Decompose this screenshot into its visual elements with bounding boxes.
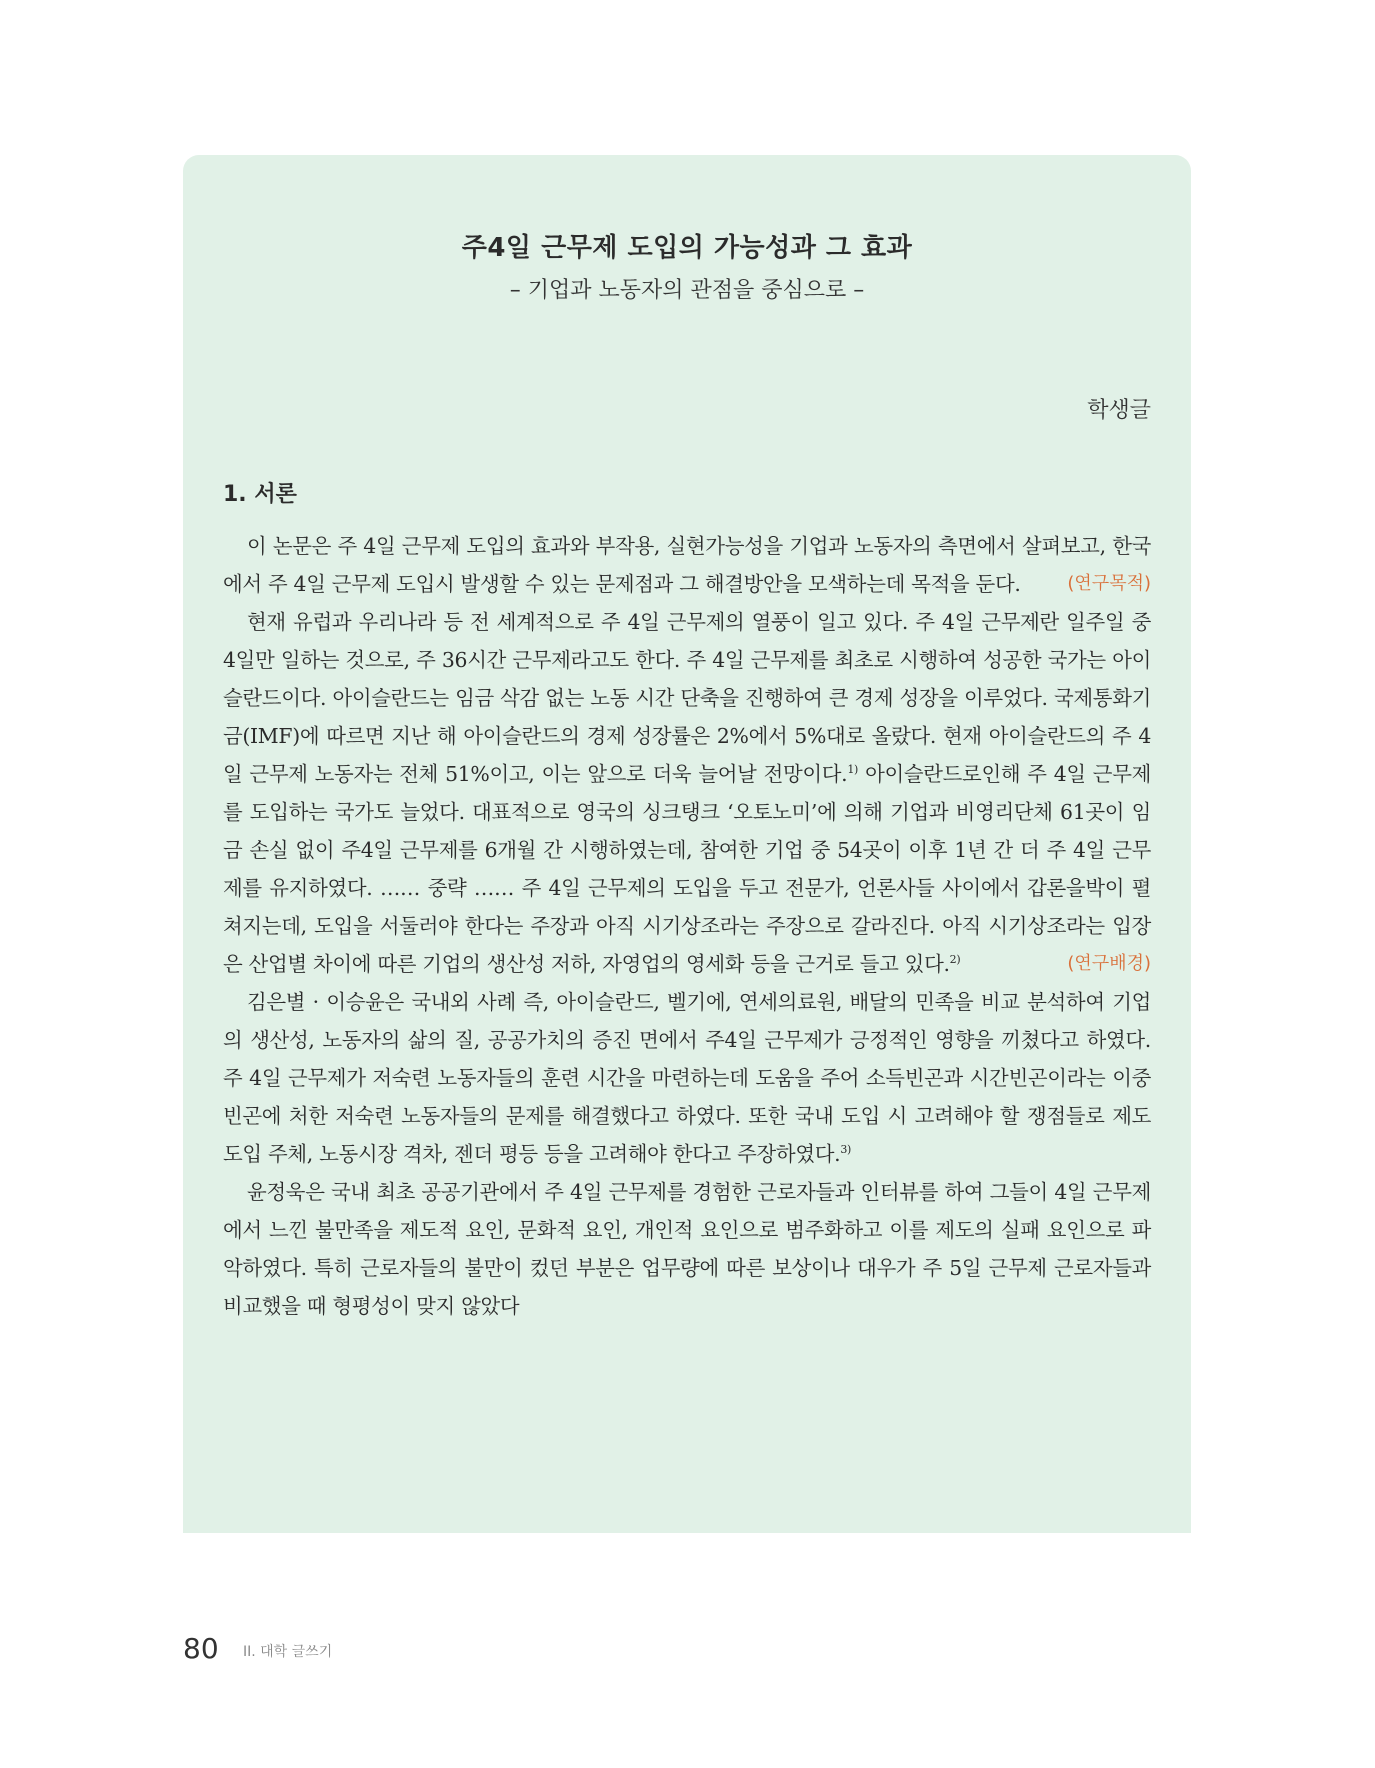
body-text <box>223 527 1151 1325</box>
paragraph-text: 이 논문은 주 4일 근무제 도입의 효과와 부작용, 실현가능성을 기업과 노동자의 측면에서 살펴보고, 한국에서 주 4일 근무제 도입시 발생할 수 있는 문제점과 그 해결방안을 모색하는데 목적을 둔다. <box>223 534 1151 596</box>
paragraph-prior-study-2 <box>223 1173 1151 1325</box>
paragraph-background <box>223 603 1151 983</box>
content-panel <box>183 155 1191 1533</box>
document-title: 주4일 근무제 도입의 가능성과 그 효과 <box>461 233 913 263</box>
footnote-marker: 3) <box>840 1143 852 1157</box>
paragraph-prior-study-1 <box>223 983 1151 1173</box>
page-number: 80 <box>183 1632 219 1665</box>
research-purpose-tag: (연구목적) <box>1067 573 1151 594</box>
paragraph-text: 아이슬란드로인해 주 4일 근무제를 도입하는 국가도 늘었다. 대표적으로 영국의 싱크탱크 ‘오토노미’에 의해 기업과 비영리단체 61곳이 임금 손실 없이 주4일 근무제를 6개월 간 시행하였는데, 참여한 기업 중 54곳이 이후 1년 간 더 주 4일 근무제를 유지하였다. …… 중략 …… 주 4일 근무제의 도입을 두고 전문가, 언론사들 사이에서 갑론을박이 펼쳐지는데, 도입을 서둘러야 한다는 주장과 아직 시기상조라는 주장으로 갈라진다. 아직 시기상조라는 입장은 산업별 차이에 따른 기업의 생산성 저하, 자영업의 영세화 등을 근거로 들고 있다. <box>223 762 1151 976</box>
paragraph-purpose <box>223 527 1151 603</box>
research-background-tag: (연구배경) <box>1067 953 1151 974</box>
paragraph-text: 현재 유럽과 우리나라 등 전 세계적으로 주 4일 근무제의 열풍이 일고 있다. 주 4일 근무제란 일주일 중 4일만 일하는 것으로, 주 36시간 근무제라고도 한다. 주 4일 근무제를 최초로 시행하여 성공한 국가는 아이슬란드이다. 아이슬란드는 임금 삭감 없는 노동 시간 단축을 진행하여 큰 경제 성장을 이루었다. 국제통화기금(IMF)에 따르면 지난 해 아이슬란드의 경제 성장률은 2%에서 5%대로 올랐다. 현재 아이슬란드의 주 4일 근무제 노동자는 전체 51%이고, 이는 앞으로 더욱 늘어날 전망이다. <box>223 610 1151 786</box>
footnote-marker: 1) <box>847 763 859 777</box>
paragraph-text: 김은별 · 이승윤은 국내외 사례 즉, 아이슬란드, 벨기에, 연세의료원, 배달의 민족을 비교 분석하여 기업의 생산성, 노동자의 삶의 질, 공공가치의 증진 면에서 주4일 근무제가 긍정적인 영향을 끼쳤다고 하였다. 주 4일 근무제가 저숙련 노동자들의 훈련 시간을 마련하는데 도움을 주어 소득빈곤과 시간빈곤이라는 이중빈곤에 처한 저숙련 노동자들의 문제를 해결했다고 하였다. 또한 국내 도입 시 고려해야 할 쟁점들로 제도 도입 주체, 노동시장 격차, 젠더 평등 등을 고려해야 한다고 주장하였다. <box>223 990 1151 1166</box>
footnote-marker: 2) <box>949 953 961 967</box>
section-heading: 1. 서론 <box>223 482 297 507</box>
document-subtitle: – 기업과 노동자의 관점을 중심으로 – <box>509 278 865 303</box>
paragraph-text: 윤정욱은 국내 최초 공공기관에서 주 4일 근무제를 경험한 근로자들과 인터뷰를 하여 그들이 4일 근무제에서 느낀 불만족을 제도적 요인, 문화적 요인, 개인적 요인으로 범주화하고 이를 제도의 실패 요인으로 파악하였다. 특히 근로자들의 불만이 컸던 부분은 업무량에 따른 보상이나 대우가 주 5일 근무제 근로자들과 비교했을 때 형평성이 맞지 않았다 <box>223 1180 1151 1318</box>
author-label: 학생글 <box>1087 398 1151 423</box>
running-footer-section: II. 대학 글쓰기 <box>243 1644 333 1660</box>
